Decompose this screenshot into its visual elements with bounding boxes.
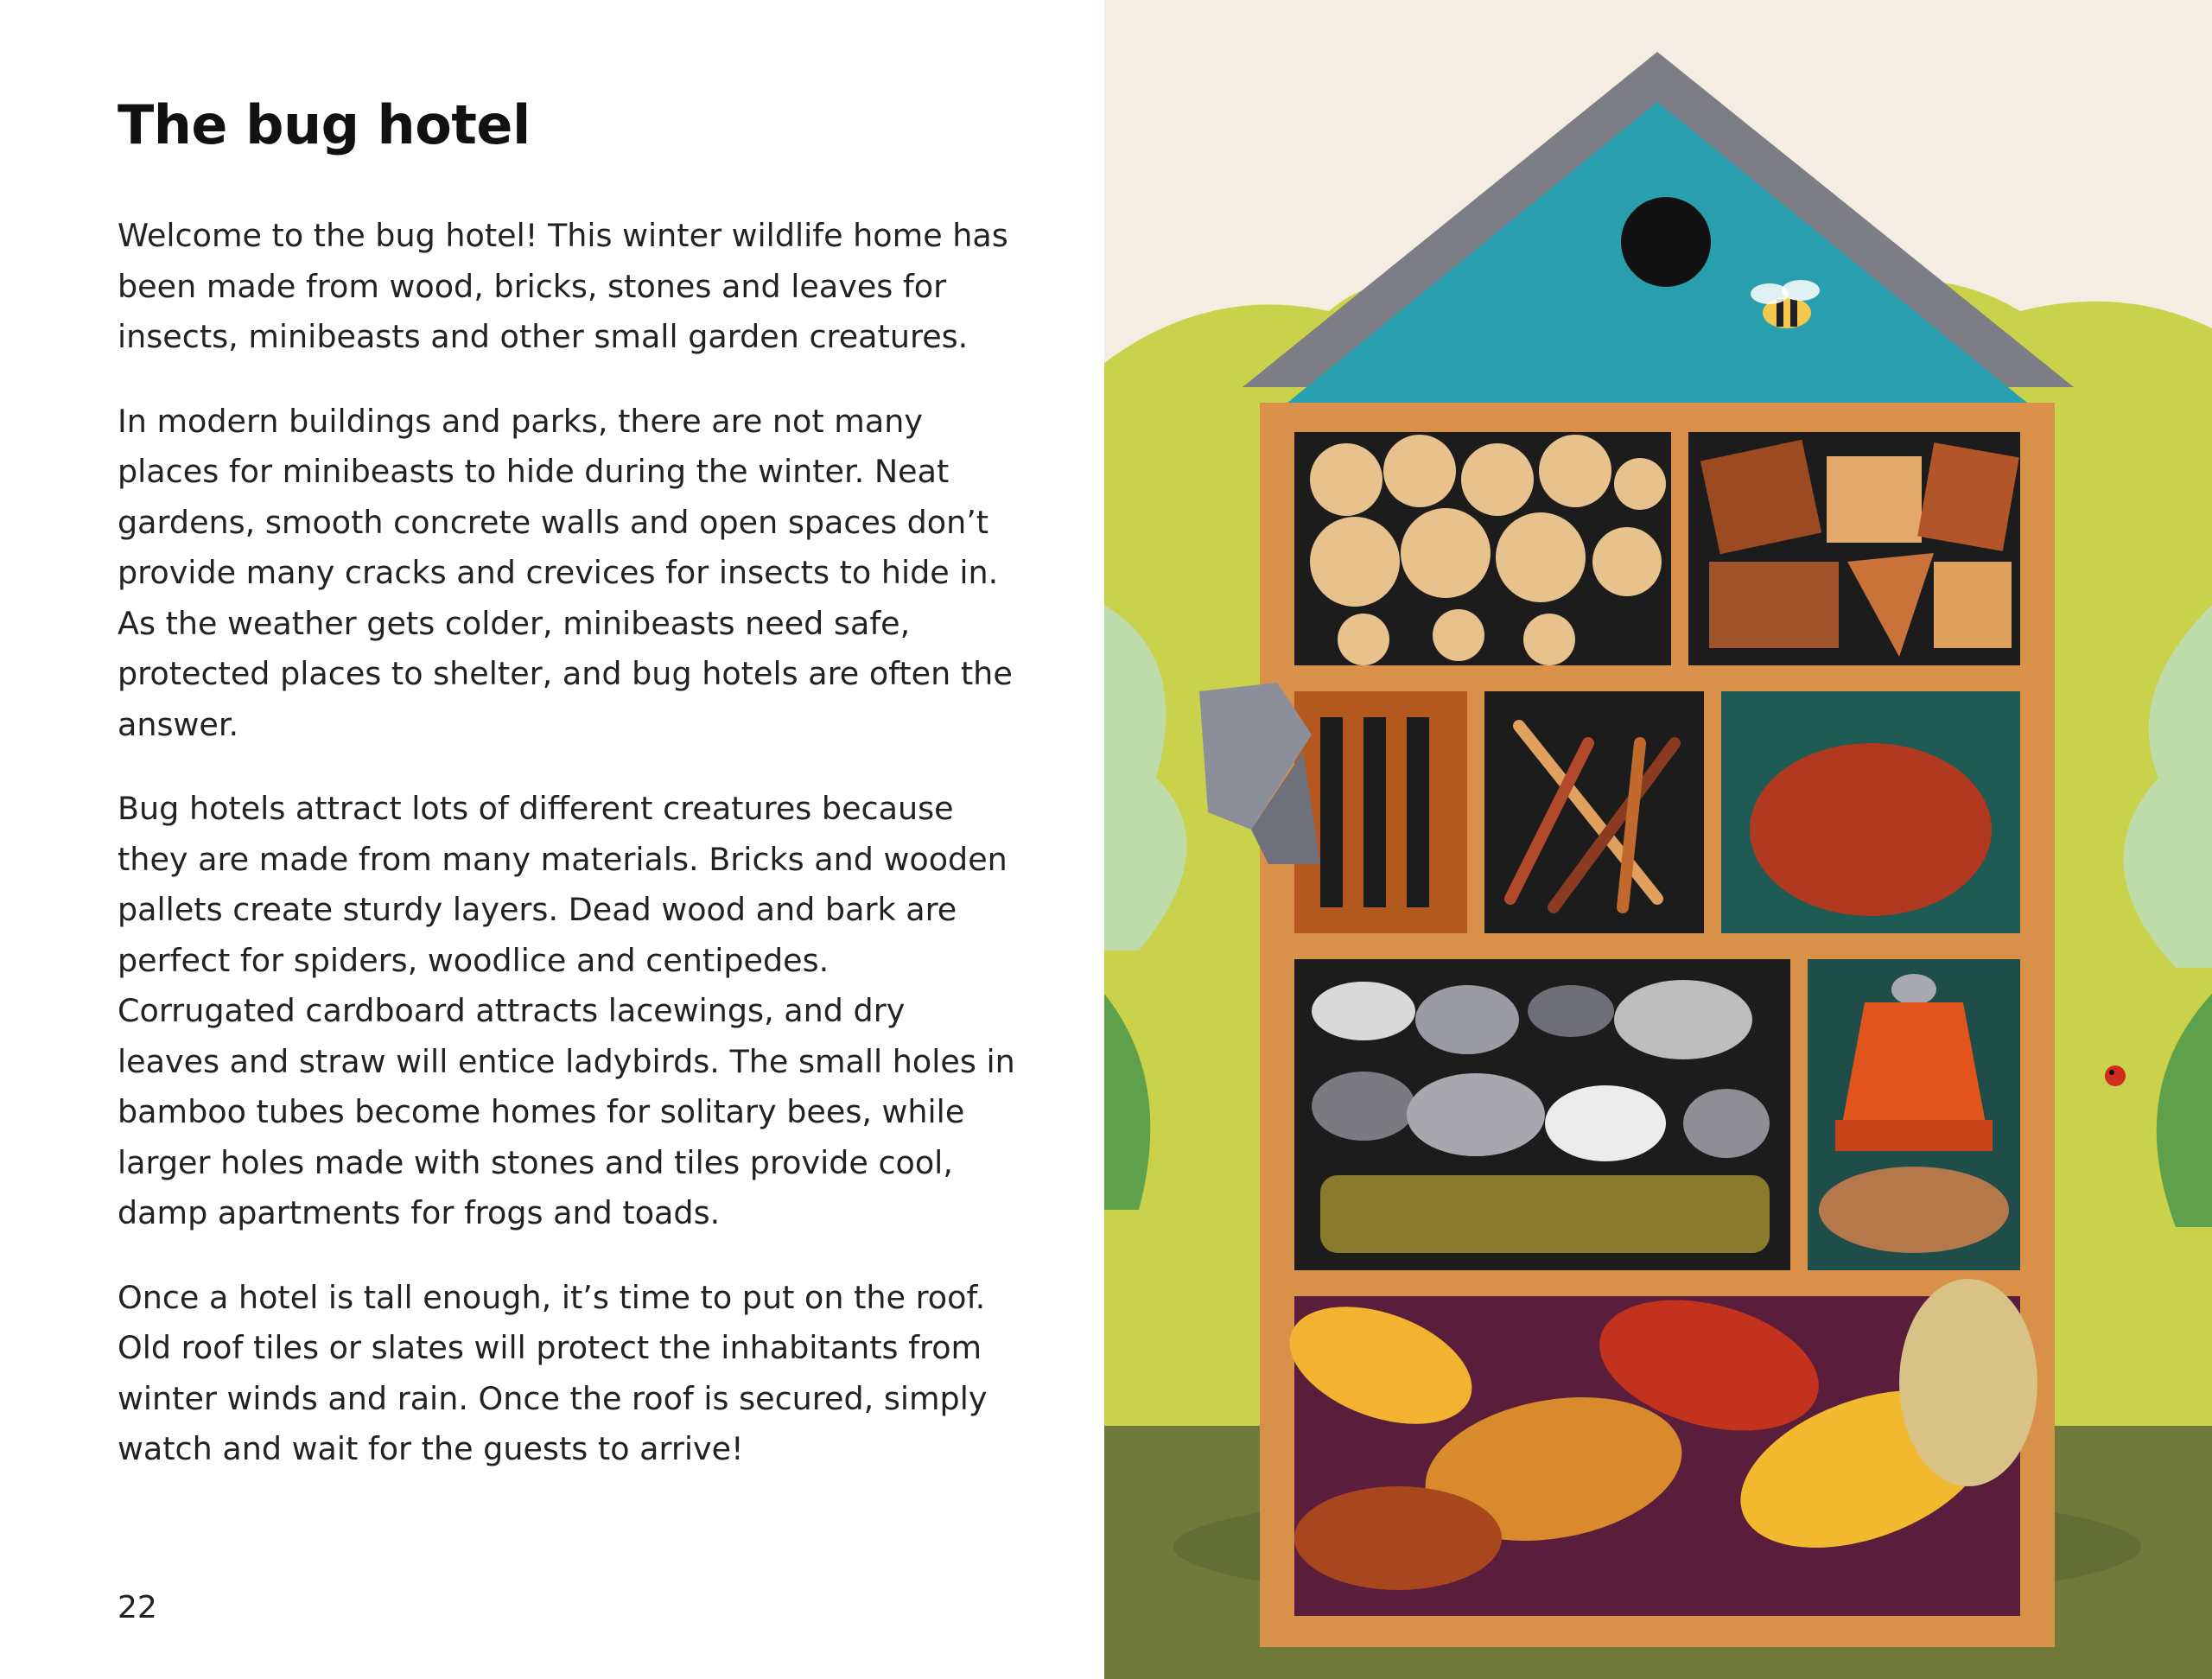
body-text: [118, 211, 1016, 1509]
bug-hotel-illustration: [1104, 0, 2212, 1679]
paragraph-2: In modern buildings and parks, there are not many places for minibeasts to hide during the winter. Neat gardens, smooth concrete walls and open spaces don’t provide many cracks and crevices for insects to hide in. As the weather gets colder, minibeasts need safe, protected places to shelter, and bug hotels are often the answer.: [118, 402, 1013, 743]
page-title: The bug hotel: [118, 93, 531, 156]
nest-hole: [1621, 197, 1711, 287]
page-number: 22: [118, 1590, 157, 1625]
stones: [1312, 980, 1770, 1253]
pinecone: [1750, 743, 1992, 916]
paragraph-4: Once a hotel is tall enough, it’s time to put on the roof. Old roof tiles or slates will protect the inhabitants from winter winds and rain. Once the roof is secured, simply watch and wait for the guests to arrive!: [118, 1278, 988, 1467]
text-page: [0, 0, 1104, 1679]
ladybird-icon: [2105, 1065, 2126, 1086]
brick-slots: [1320, 717, 1429, 907]
paragraph-1: Welcome to the bug hotel! This winter wildlife home has been made from wood, bricks, stones and leaves for insects, minibeasts and other small garden creatures.: [118, 217, 1008, 355]
paragraph-3: Bug hotels attract lots of different creatures because they are made from many materials. Bricks and wooden pallets create sturdy layers. Dead wood and bark are perfect for spiders, woodlice and centipedes. Corrugated cardboard attracts lacewings, and dry leaves and straw will entice ladybirds. The small holes in bamboo tubes become homes for solitary bees, while larger holes made with stones and tiles provide cool, damp apartments for frogs and toads.: [118, 790, 1015, 1231]
